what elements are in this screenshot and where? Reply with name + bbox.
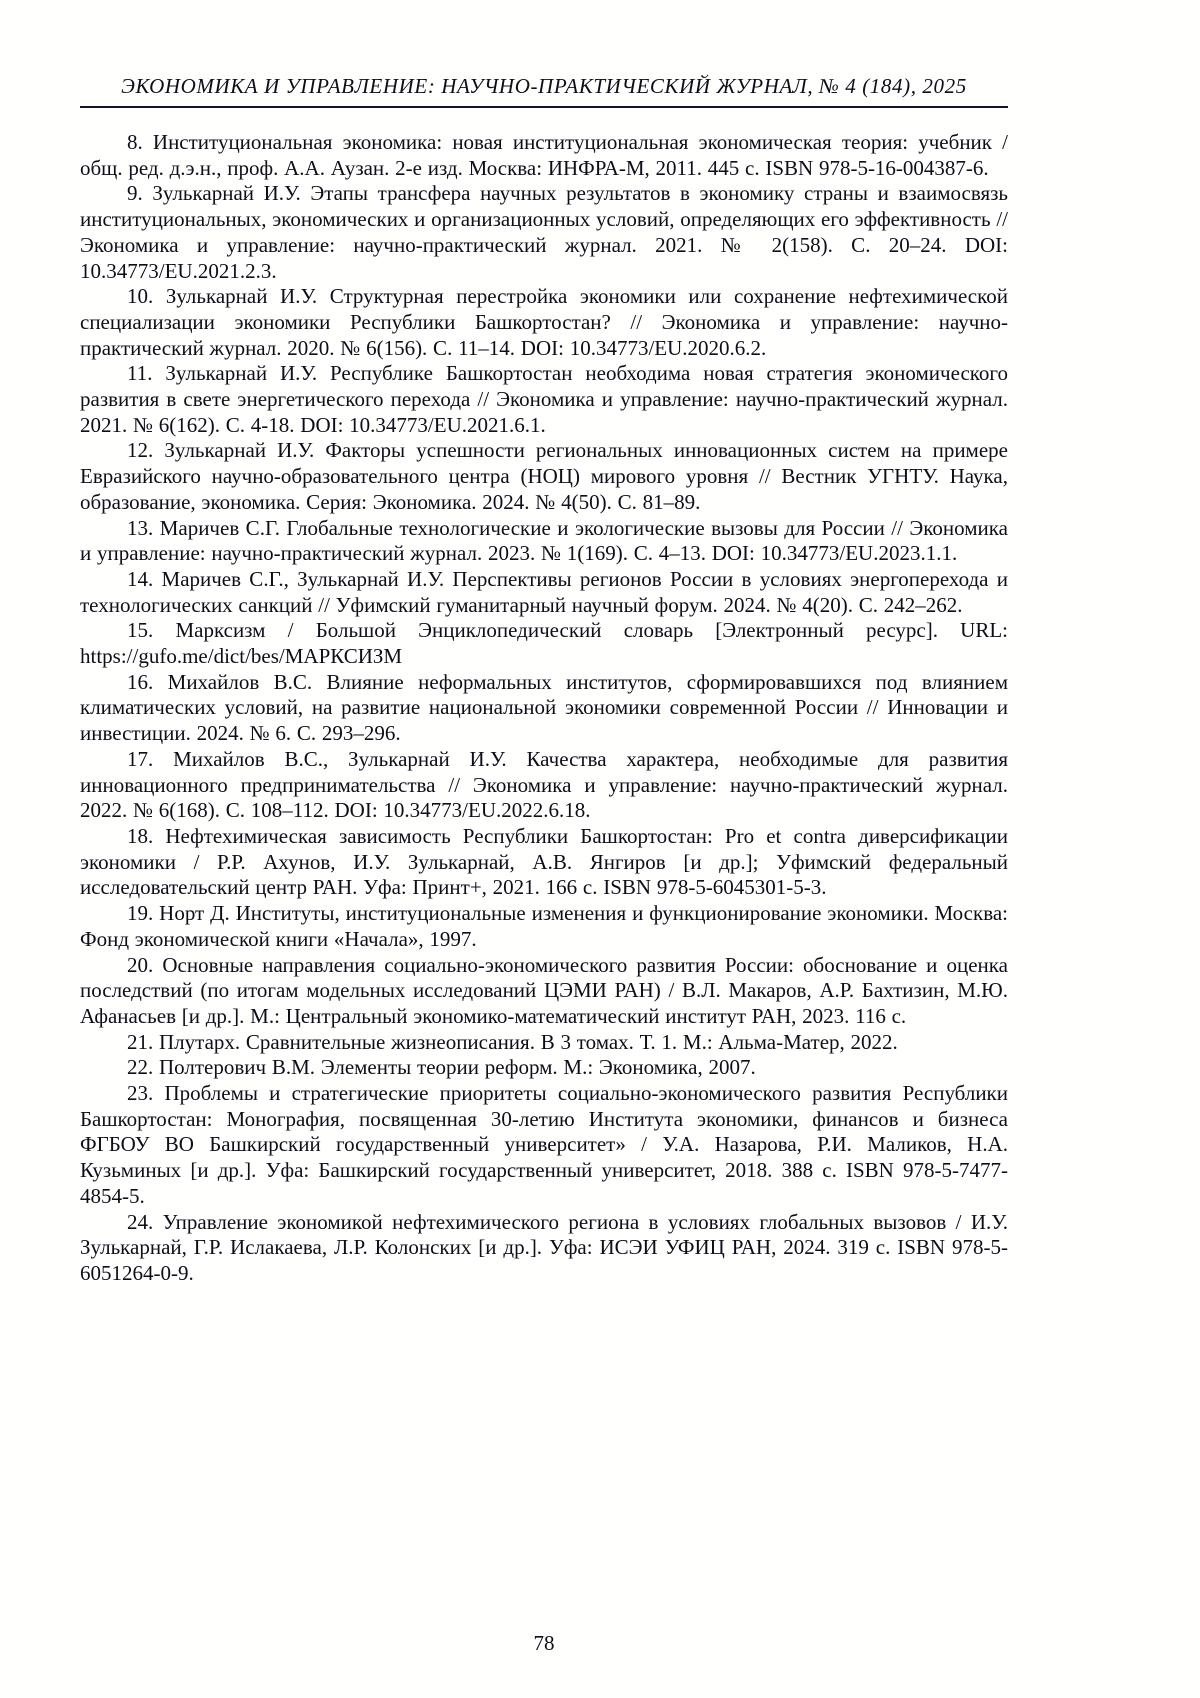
reference-item: 8. Институциональная экономика: новая институциональная экономическая теория: учебник / общ. ред. д.э.н., проф. А.А. Аузан. 2-е изд. Москва: ИНФРА-М, 2011. 445 с. ISBN 978-5-16-004387-6.	[80, 130, 1008, 180]
reference-item: 14. Маричев С.Г., Зулькарнай И.У. Перспективы регионов России в условиях энергоперехода и технологических санкций // Уфимский гуманитарный научный форум. 2024. № 4(20). С. 242–262.	[80, 566, 1008, 617]
reference-item: 10. Зулькарнай И.У. Структурная перестройка экономики или сохранение нефтехимической специализации экономики Республики Башкортостан? // Экономика и управление: научно-практический журнал. 2020. № 6(156). С. 11–14. DOI: 10.34773/EU.2020.6.2.	[80, 284, 1008, 360]
reference-item: 20. Основные направления социально-экономического развития России: обоснование и оценка последствий (по итогам модельных исследований ЦЭМИ РАН) / В.Л. Макаров, А.Р. Бахтизин, М.Ю. Афанасьев [и др.]. М.: Центральный экономико-математический институт РАН, 2023. 116 с.	[80, 952, 1008, 1028]
reference-item: 18. Нефтехимическая зависимость Республики Башкортостан: Pro et contra диверсификации экономики / Р.Р. Ахунов, И.У. Зулькарнай, А.В. Янгиров [и др.]; Уфимский федеральный исследовательский центр РАН. Уфа: Принт+, 2021. 166 с. ISBN 978-5-6045301-5-3.	[80, 823, 1008, 900]
reference-item: 11. Зулькарнай И.У. Республике Башкортостан необходима новая стратегия экономического развития в свете энергетического перехода // Экономика и управление: научно-практический журнал. 2021. № 6(162). С. 4-18. DOI: 10.34773/EU.2021.6.1.	[80, 361, 1008, 437]
reference-item: 9. Зулькарнай И.У. Этапы трансфера научных результатов в экономику страны и взаимосвязь институциональных, экономических и организационных условий, определяющих его эффективность // Экономика и управление: научно-практический журнал. 2021. № 2(158). С. 20–24. DOI: 10.34773/EU.2021.2.3.	[80, 181, 1008, 283]
reference-item: 24. Управление экономикой нефтехимического региона в условиях глобальных вызовов / И.У. Зулькарнай, Г.Р. Ислакаева, Л.Р. Колонских [и др.]. Уфа: ИСЭИ УФИЦ РАН, 2024. 319 с. ISBN 978-5-6051264-0-9.	[80, 1209, 1008, 1285]
reference-list	[80, 130, 1008, 1287]
journal-running-head: ЭКОНОМИКА И УПРАВЛЕНИЕ: НАУЧНО-ПРАКТИЧЕСКИЙ ЖУРНАЛ, № 4 (184), 2025	[80, 74, 1008, 108]
reference-item: 15. Марксизм / Большой Энциклопедический словарь [Электронный ресурс]. URL: https://gufo.me/dict/bes/МАРКСИЗМ	[80, 618, 1008, 669]
page-number: 78	[533, 1631, 555, 1655]
reference-item: 21. Плутарх. Сравнительные жизнеописания. В 3 томах. Т. 1. М.: Альма-Матер, 2022.	[127, 1029, 898, 1054]
reference-item: 23. Проблемы и стратегические приоритеты социально-экономического развития Республики Башкортостан: Монография, посвященная 30-летию Института экономики, финансов и бизнеса ФГБОУ ВО Башкирский государственный университет» / У.А. Назарова, Р.И. Маликов, Н.А. Кузьминых [и др.]. Уфа: Башкирский государственный университет, 2018. 388 с. ISBN 978-5-7477-4854-5.	[80, 1081, 1008, 1208]
reference-item: 19. Норт Д. Институты, институциональные изменения и функционирование экономики. Москва: Фонд экономической книги «Начала», 1997.	[80, 901, 1008, 951]
reference-item: 16. Михайлов В.С. Влияние неформальных институтов, сформировавшихся под влиянием климатических условий, на развитие национальной экономики современной России // Инновации и инвестиции. 2024. № 6. С. 293–296.	[80, 669, 1008, 746]
reference-item: 12. Зулькарнай И.У. Факторы успешности региональных инновационных систем на примере Евразийского научно-образовательного центра (НОЦ) мирового уровня // Вестник УГНТУ. Наука, образование, экономика. Серия: Экономика. 2024. № 4(50). С. 81–89.	[80, 438, 1008, 514]
reference-item: 22. Полтерович В.М. Элементы теории реформ. М.: Экономика, 2007.	[127, 1055, 756, 1080]
reference-item: 17. Михайлов В.С., Зулькарнай И.У. Качества характера, необходимые для развития инновационного предпринимательства // Экономика и управление: научно-практический журнал. 2022. № 6(168). С. 108–112. DOI: 10.34773/EU.2022.6.18.	[80, 746, 1008, 823]
reference-item: 13. Маричев С.Г. Глобальные технологические и экологические вызовы для России // Экономика и управление: научно-практический журнал. 2023. № 1(169). С. 4–13. DOI: 10.34773/EU.2023.1.1.	[80, 515, 1008, 566]
